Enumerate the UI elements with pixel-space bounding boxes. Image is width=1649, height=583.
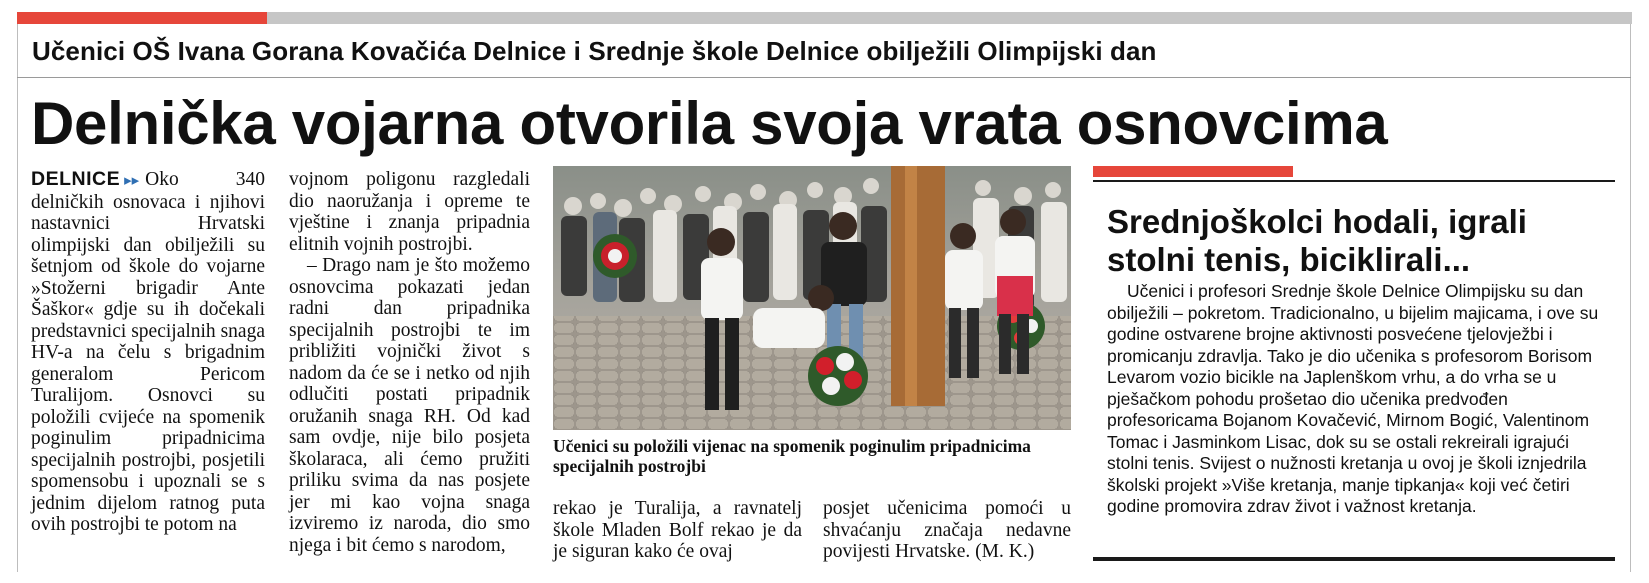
column-4-text: posjet učenicima pomoći u shvaćanju značaja nedavne povijesti Hrvatske. (M. K.) <box>823 498 1071 562</box>
article-headline: Delnička vojarna otvorila svoja vrata osnovcima <box>31 90 1388 157</box>
sidebar-paragraph: Učenici i profesori Srednje škole Delnice Olimpijsku su dan obilježili – pokretom. Tradicionalno, u bijelim majicama, i ove su godine ostvarene brojne aktivnosti posvećene tjelovježbi i promicanju zdravlja. Tako je dio učenika s profesorom Borisom Levarom vozio bicikle na Japlenškom vrhu, a do vrha se u pješačkom pohodu prošetao dio učenika predvođen profesoricama Bojanom Kovačević, Mirnom Bogić, Valentinom Tomac i Jasminkom Lisac, dok su se ostali rekreirali igrajući stolni tenis. Svijest o nužnosti kretanja u ovoj je školi iznjedrila školski projekt »Više kretanja, manje tipkanja« koji već četiri godine promovira zdrav život i važnost kretanja. <box>1107 281 1599 516</box>
sidebar-body <box>1107 281 1601 518</box>
article-column-2 <box>289 169 530 556</box>
article-column-3 <box>553 498 802 563</box>
column-1-text: Oko 340 delničkih osnovaca i njihovi nastavnici Hrvatski olimpijski dan obilježili su šetnjom od škole do vojarne »Stožerni brigadir Ante Šaškor« gdje su ih dočekali predstavnici specijalnih snaga HV-a na čelu s brigadnim generalom Pericom Turalijom. Osnovci su položili cvijeće na spomenik poginulim pripadnicima specijalnih postrojbi, posjetili spomensobu i upoznali se s jednim dijelom ratnog puta ovih postrojbi te potom na <box>31 169 265 535</box>
double-arrow-icon: ▸▸ <box>124 171 140 189</box>
sidebar-accent-bar <box>1093 166 1293 177</box>
column-3-text: rekao je Turalija, a ravnatelj škole Mladen Bolf rekao je da je siguran kako će ovaj <box>553 498 802 562</box>
column-2-paragraph-1: vojnom poligonu razgledali dio naoružanja i opreme te vještine i znanja pripadnia elitnih vojnih postrojbi. <box>289 169 530 255</box>
dateline: DELNICE <box>31 168 121 190</box>
article-photo <box>553 166 1071 430</box>
sidebar-title: Srednjoškolci hodali, igrali stolni tenis, biciklirali... <box>1107 203 1527 278</box>
article-column-4 <box>823 498 1071 563</box>
photo-caption: Učenici su položili vijenac na spomenik poginulim pripadnicima specijalnih postrojbi <box>553 436 1031 476</box>
sidebar-top-rule <box>1093 180 1615 182</box>
sidebar-bottom-rule <box>1093 557 1615 561</box>
photo-illustration <box>553 166 1071 430</box>
column-2-paragraph-2: – Drago nam je što možemo osnovcima pokazati jedan radni dan pripadnika specijalnih postrojbi te im približiti vojnički život s nadom da će se i netko od njih odlučiti postati pripadnik oružanih snaga RH. Od kad sam ovdje, nije bilo posjeta školaraca, ali ćemo pružiti priliku svima da nas posjete jer mi kao vojna snaga izviremo iz naroda, dio smo njega i bit ćemo s narodom, <box>289 255 530 556</box>
article-column-1 <box>31 169 265 536</box>
top-accent-bar-gray <box>267 12 1632 24</box>
article-supertitle: Učenici OŠ Ivana Gorana Kovačića Delnice i Srednje škole Delnice obilježili Olimpijski dan <box>32 36 1157 66</box>
supertitle-divider <box>17 77 1631 78</box>
top-accent-bar-red <box>17 12 267 24</box>
